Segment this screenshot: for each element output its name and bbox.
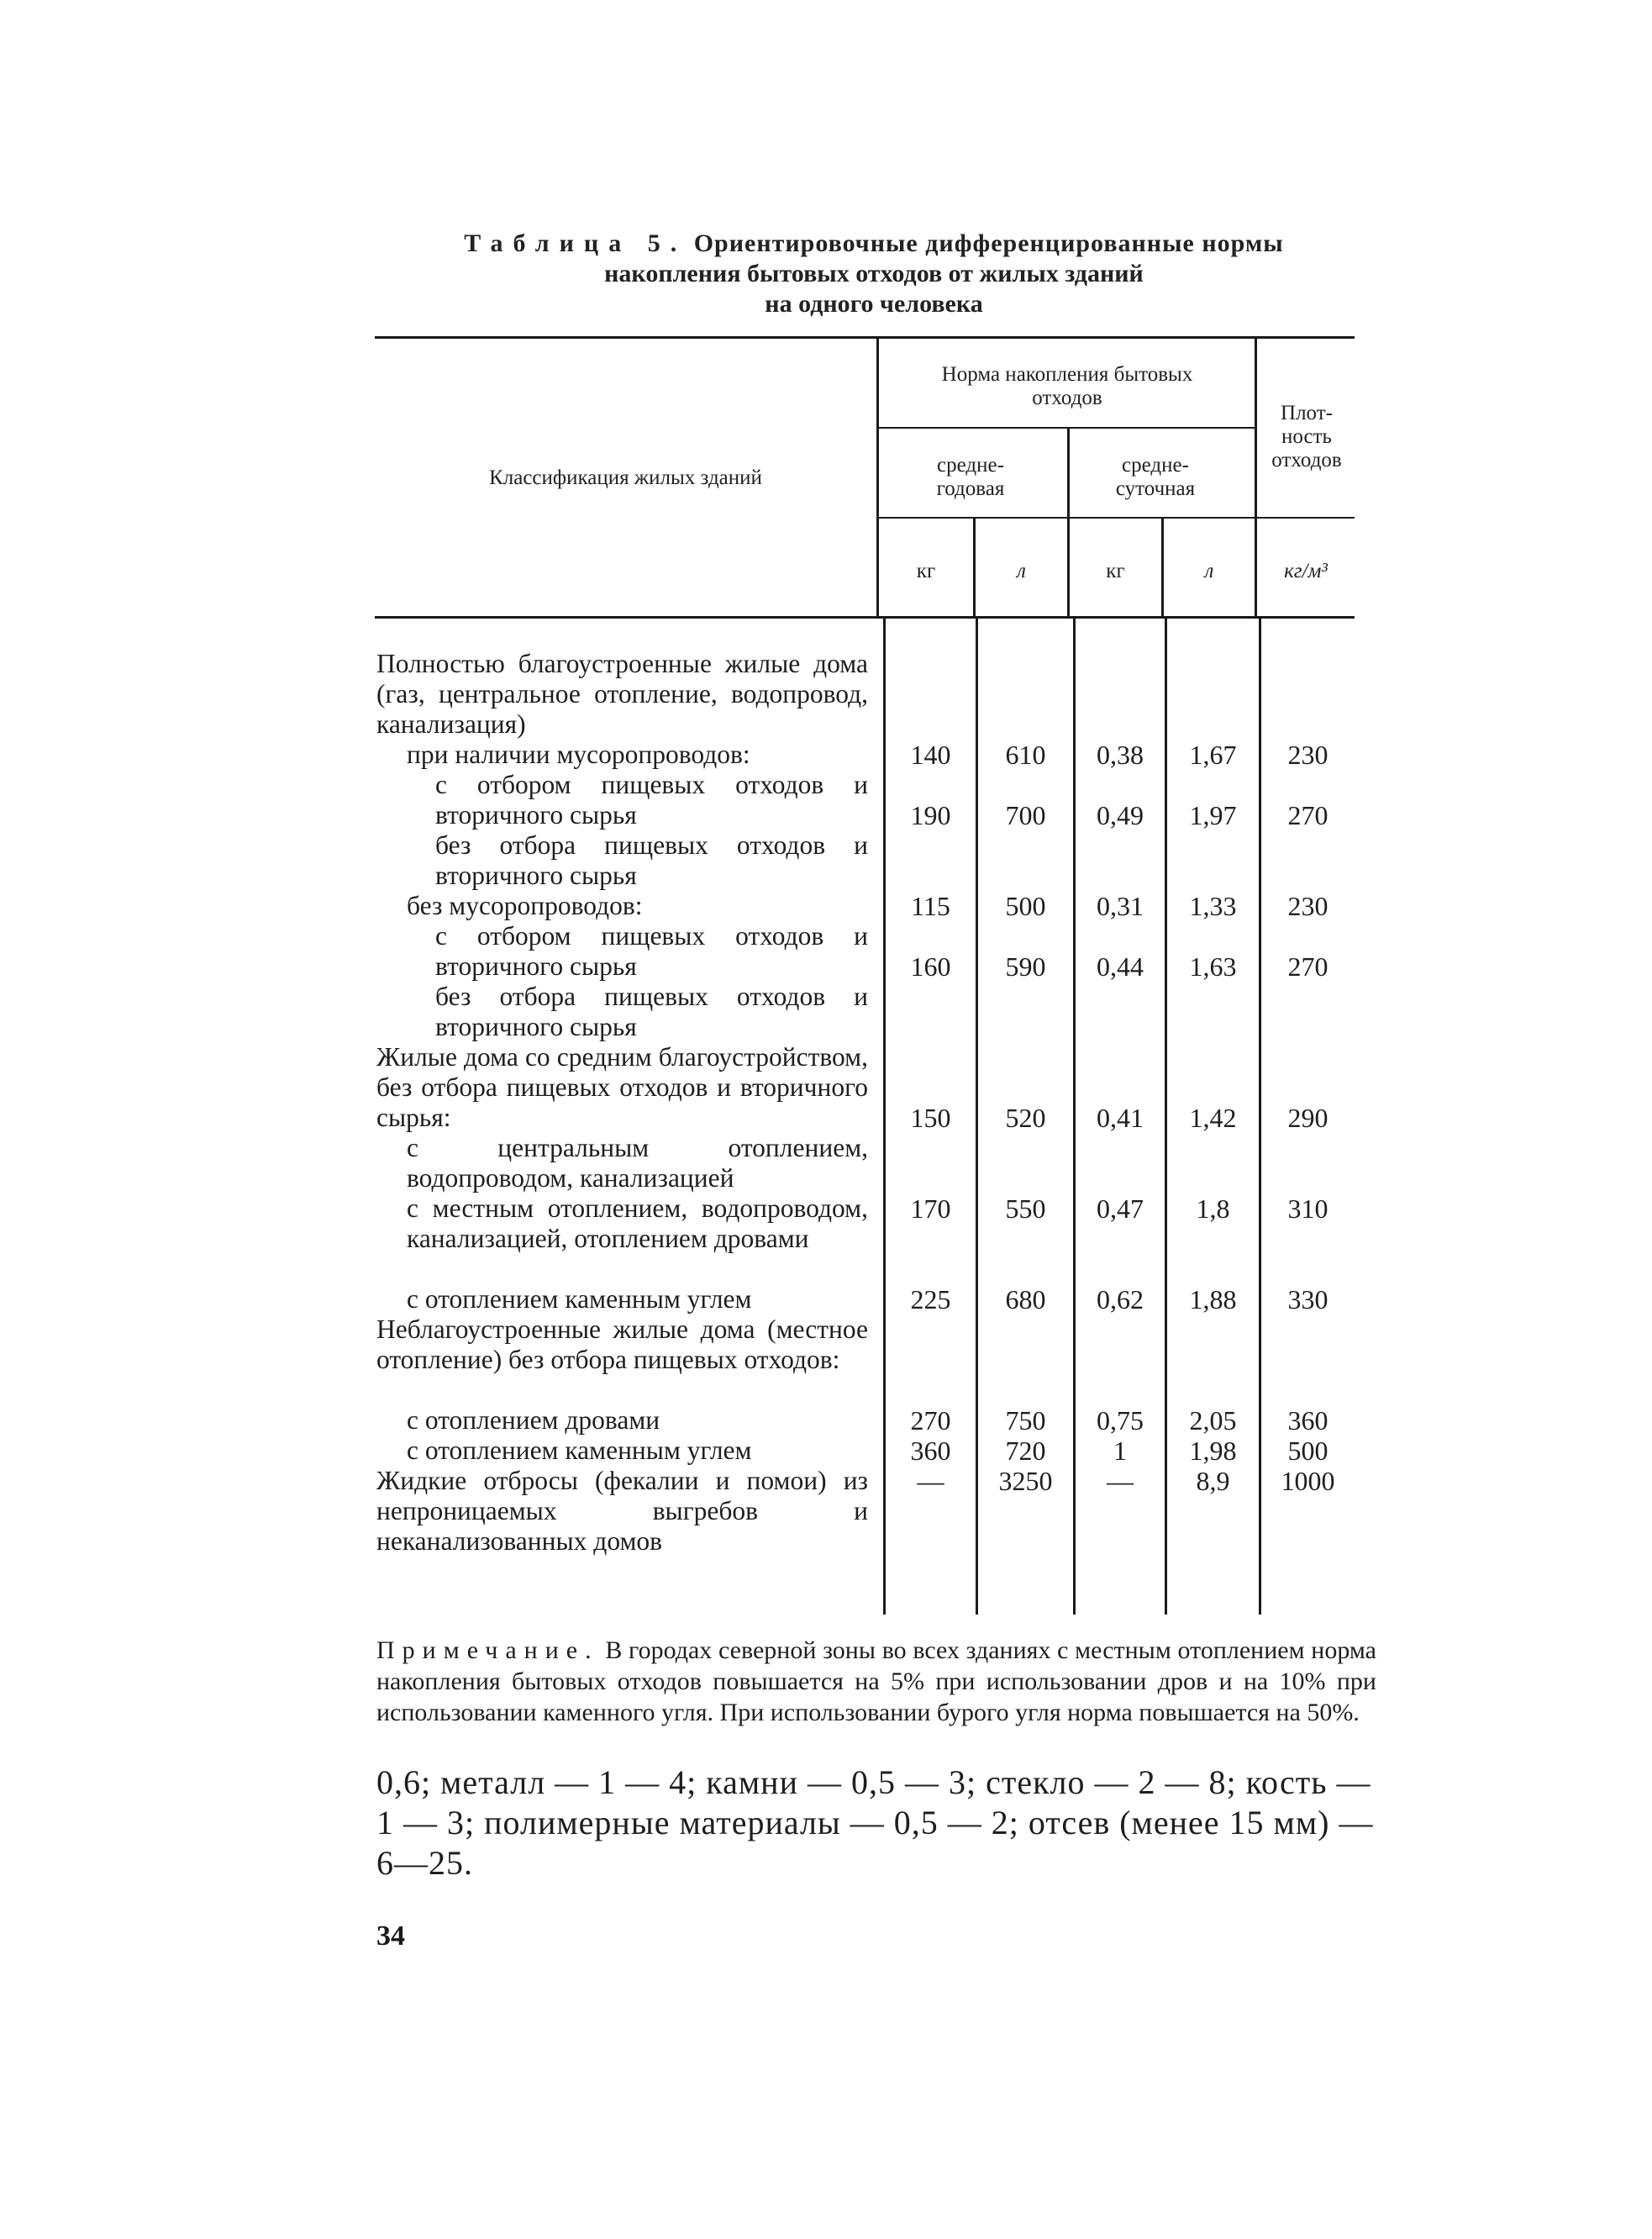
cell-density: 290 [1287,1103,1328,1133]
cell-kg: 140 [910,740,951,770]
table-note [376,1635,1376,1728]
header-classification: Классификация жилых зданий [489,466,762,489]
cell-l: 550 [1005,1193,1046,1224]
row-label: без мусоропроводов: [407,891,643,920]
cell-density: 1000 [1281,1466,1335,1496]
cell-kg: 170 [910,1193,951,1224]
header-norm: Норма накопления бытовых отходов [941,363,1193,409]
cell-density: 230 [1287,740,1328,770]
row-label: Жидкие отбросы (фекалии и помои) из непроницаемых выгребов и неканализованных домов [376,1466,868,1556]
cell-dl: 1,98 [1189,1436,1237,1466]
header-avg-year: средне-годовая [936,454,1005,500]
body-paragraph: 0,6; металл — 1 — 4; камни — 0,5 — 3; стекло — 2 — 8; кость — 1 — 3; полимерные материалы — 0,5 — 2; отсев (менее 15 мм) — 6—25. [376,1763,1374,1882]
row-label: с отоплением каменным углем [407,1284,752,1314]
cell-dl: 1,63 [1189,951,1237,982]
row-label: без отбора пищевых отходов и вторичного сырья [435,982,868,1041]
note-text: В городах северной зоны во всех зданиях с местным отоплением норма накопления бытовых отходов повышается на 5% при использовании дров и на 10% при использовании каменного угля. При использовании бурого угля норма повышается на 50%. [376,1636,1376,1726]
row-label: с отоплением каменным углем [407,1436,752,1465]
cell-density: 360 [1287,1405,1328,1436]
caption-line-2: накопления бытовых отходов от жилых зданий [604,260,1144,287]
cell-density: 310 [1287,1193,1328,1224]
header-avg-day: средне-суточная [1115,454,1196,500]
cell-dkg: 0,47 [1097,1193,1144,1224]
unit-density: кг/м³ [1284,560,1328,582]
unit-row-rule [879,517,1355,519]
cell-dkg: 0,38 [1097,740,1144,770]
caption-line-1 [370,229,1378,259]
cell-density: 500 [1287,1436,1328,1466]
unit-l-day: л [1204,560,1214,582]
cell-kg: 270 [910,1405,951,1436]
cell-l: 700 [1005,800,1046,830]
cell-dl: 1,33 [1189,891,1237,921]
row-label: с отбором пищевых отходов и вторичного сырья [435,921,868,981]
row-label: с местным отоплением, водопроводом, канализацией, отоплением дровами [407,1193,868,1253]
unit-kg-day: кг [1106,560,1125,582]
cell-kg: 150 [910,1103,951,1133]
cell-l: 680 [1005,1284,1046,1314]
cell-l: 590 [1005,951,1046,982]
unit-l-year: л [1017,560,1026,582]
header-density: Плот-ность отходов [1271,402,1342,472]
cell-dkg: 1 [1113,1436,1127,1466]
cell-dkg: 0,49 [1097,800,1144,830]
cell-dl: 1,88 [1189,1284,1237,1314]
cell-dl: 1,67 [1189,740,1237,770]
note-label: Примечание. [376,1636,599,1664]
cell-kg: 160 [910,951,951,982]
cell-dl: 8,9 [1196,1466,1230,1496]
table-top-rule [375,336,1355,339]
cell-l: 750 [1005,1405,1046,1436]
cell-dkg: 0,31 [1097,891,1144,921]
row-label: Неблагоустроенные жилые дома (местное отопление) без отбора пищевых отходов: [376,1314,868,1374]
cell-dl: 1,8 [1196,1193,1230,1224]
row-label: с отоплением дровами [407,1405,660,1435]
cell-kg: 360 [910,1436,951,1466]
cell-dl: 1,42 [1189,1103,1237,1133]
table-caption [370,229,1378,319]
row-label: без отбора пищевых отходов и вторичного сырья [435,830,868,890]
row-label: Жилые дома со средним благоустройством, без отбора пищевых отходов и вторичного сырья: [376,1042,868,1132]
cell-kg: — [917,1466,944,1496]
col-divider-periods [1067,429,1070,616]
cell-dl: 1,97 [1189,800,1237,830]
cell-density: 270 [1287,951,1328,982]
cell-dkg: 0,62 [1097,1284,1144,1314]
cell-dkg: 0,75 [1097,1405,1144,1436]
cell-kg: 225 [910,1284,951,1314]
cell-density: 230 [1287,891,1328,921]
unit-kg-year: кг [916,560,936,582]
row-label: при наличии мусоропроводов: [407,740,750,769]
row-label: с центральным отоплением, водопроводом, канализацией [407,1133,868,1193]
caption-label: Таблица 5. [464,229,687,257]
cell-density: 270 [1287,800,1328,830]
caption-title: Ориентировочные дифференцированные нормы [693,229,1284,257]
header-bottom-rule [375,616,1355,619]
row-label: с отбором пищевых отходов и вторичного сырья [435,770,868,830]
cell-density: 330 [1287,1284,1328,1314]
caption-line-3: на одного человека [765,290,983,318]
cell-dkg: — [1107,1466,1134,1496]
cell-l: 720 [1005,1436,1046,1466]
page-number: 34 [376,1920,405,1952]
cell-dkg: 0,44 [1097,951,1144,982]
cell-dl: 2,05 [1189,1405,1237,1436]
cell-dkg: 0,41 [1097,1103,1144,1133]
cell-l: 3250 [998,1466,1053,1496]
cell-l: 520 [1005,1103,1046,1133]
cell-kg: 115 [911,891,950,921]
cell-l: 500 [1005,891,1046,921]
row-label: Полностью благоустроенные жилые дома (газ, центральное отопление, водопровод, канализация) [376,649,868,739]
cell-kg: 190 [910,800,951,830]
cell-l: 610 [1005,740,1046,770]
